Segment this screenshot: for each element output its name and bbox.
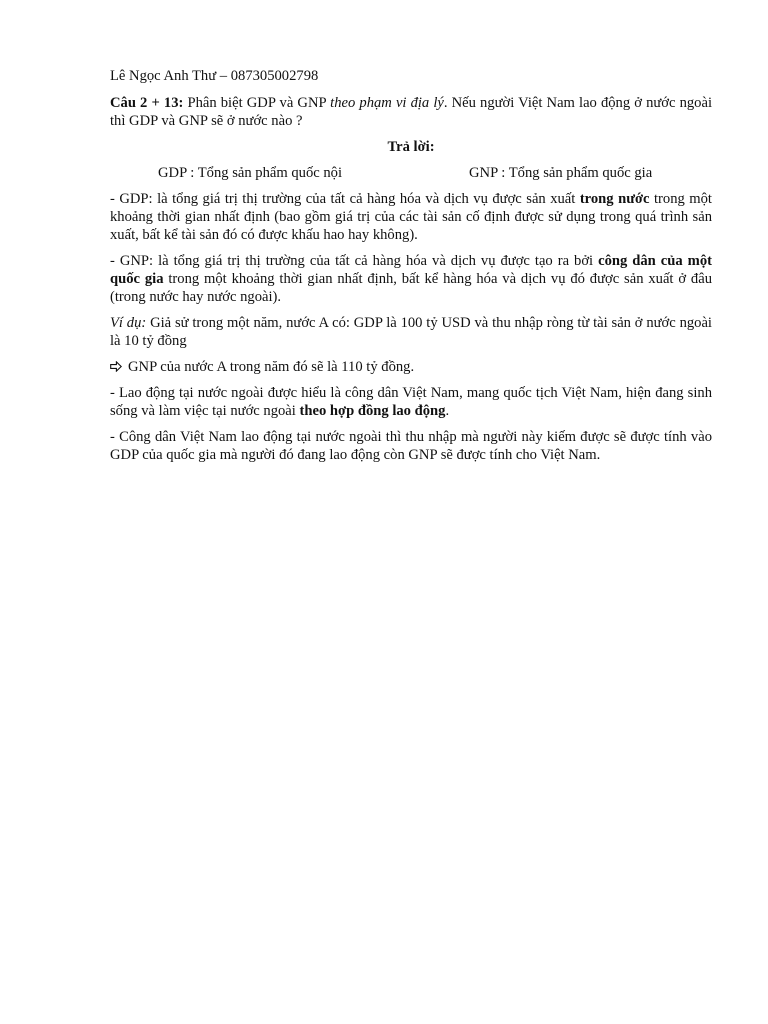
result-text: GNP của nước A trong năm đó sẽ là 110 tỷ đồng. (128, 359, 415, 375)
gnp-paragraph (110, 252, 712, 306)
gnp-bold: công dân của một quốc gia (110, 253, 712, 287)
question-text-a: Phân biệt GDP và GNP (183, 95, 331, 111)
example-paragraph (110, 314, 712, 350)
example-label: Ví dụ: (110, 315, 147, 331)
author-line: Lê Ngọc Anh Thư – 087305002798 (110, 68, 319, 84)
gdp-definition: GDP : Tổng sản phẩm quốc nội (158, 165, 343, 181)
labor-paragraph (110, 384, 712, 420)
gdp-paragraph (110, 190, 712, 244)
labor-text-b: . (445, 403, 450, 419)
example-text: Giả sử trong một năm, nước A có: GDP là 100 tỷ USD và thu nhập ròng từ tài sản ở nước ngoài là 10 tỷ đồng (110, 315, 712, 349)
definitions-row (110, 164, 712, 182)
gdp-text-b: trong một khoảng thời gian nhất định (bao gồm giá trị của các tài sản cố định được sử dụng trong quá trình sản xuất, bất kể tài sản đó có được khấu hao hay không). (110, 191, 712, 243)
gdp-bold: trong nước (579, 191, 650, 207)
question-paragraph (110, 94, 712, 130)
question-text-b: . Nếu người Việt Nam lao động ở nước ngoài thì GDP và GNP sẽ ở nước nào ? (110, 95, 713, 129)
gnp-text-a: - GNP: là tổng giá trị thị trường của tất cả hàng hóa và dịch vụ được tạo ra bởi (110, 253, 599, 269)
gdp-text-a: - GDP: là tổng giá trị thị trường của tất cả hàng hóa và dịch vụ được sản xuất (110, 191, 580, 207)
answer-heading-text: Trả lời: (387, 139, 435, 155)
labor-bold: theo hợp đồng lao động (299, 403, 446, 419)
result-line (110, 358, 712, 376)
question-italic: theo phạm vi địa lý (330, 95, 444, 111)
answer-heading (110, 138, 712, 156)
right-arrow-icon (110, 361, 122, 372)
gnp-definition: GNP : Tổng sản phẩm quốc gia (469, 165, 653, 181)
gnp-text-b: trong một khoảng thời gian nhất định, bất kể hàng hóa và dịch vụ đó được sản xuất ở đâu (trong nước hay nước ngoài). (110, 271, 712, 305)
conclusion-paragraph: - Công dân Việt Nam lao động tại nước ngoài thì thu nhập mà người này kiếm được sẽ được tính vào GDP của quốc gia mà người đó đang lao động còn GNP sẽ được tính cho Việt Nam. (110, 429, 712, 463)
labor-text-a: - Lao động tại nước ngoài được hiểu là công dân Việt Nam, mang quốc tịch Việt Nam, hiện đang sinh sống và làm việc tại nước ngoài (110, 385, 712, 419)
question-label: Câu 2 + 13: (110, 95, 184, 111)
document-page (110, 67, 712, 472)
